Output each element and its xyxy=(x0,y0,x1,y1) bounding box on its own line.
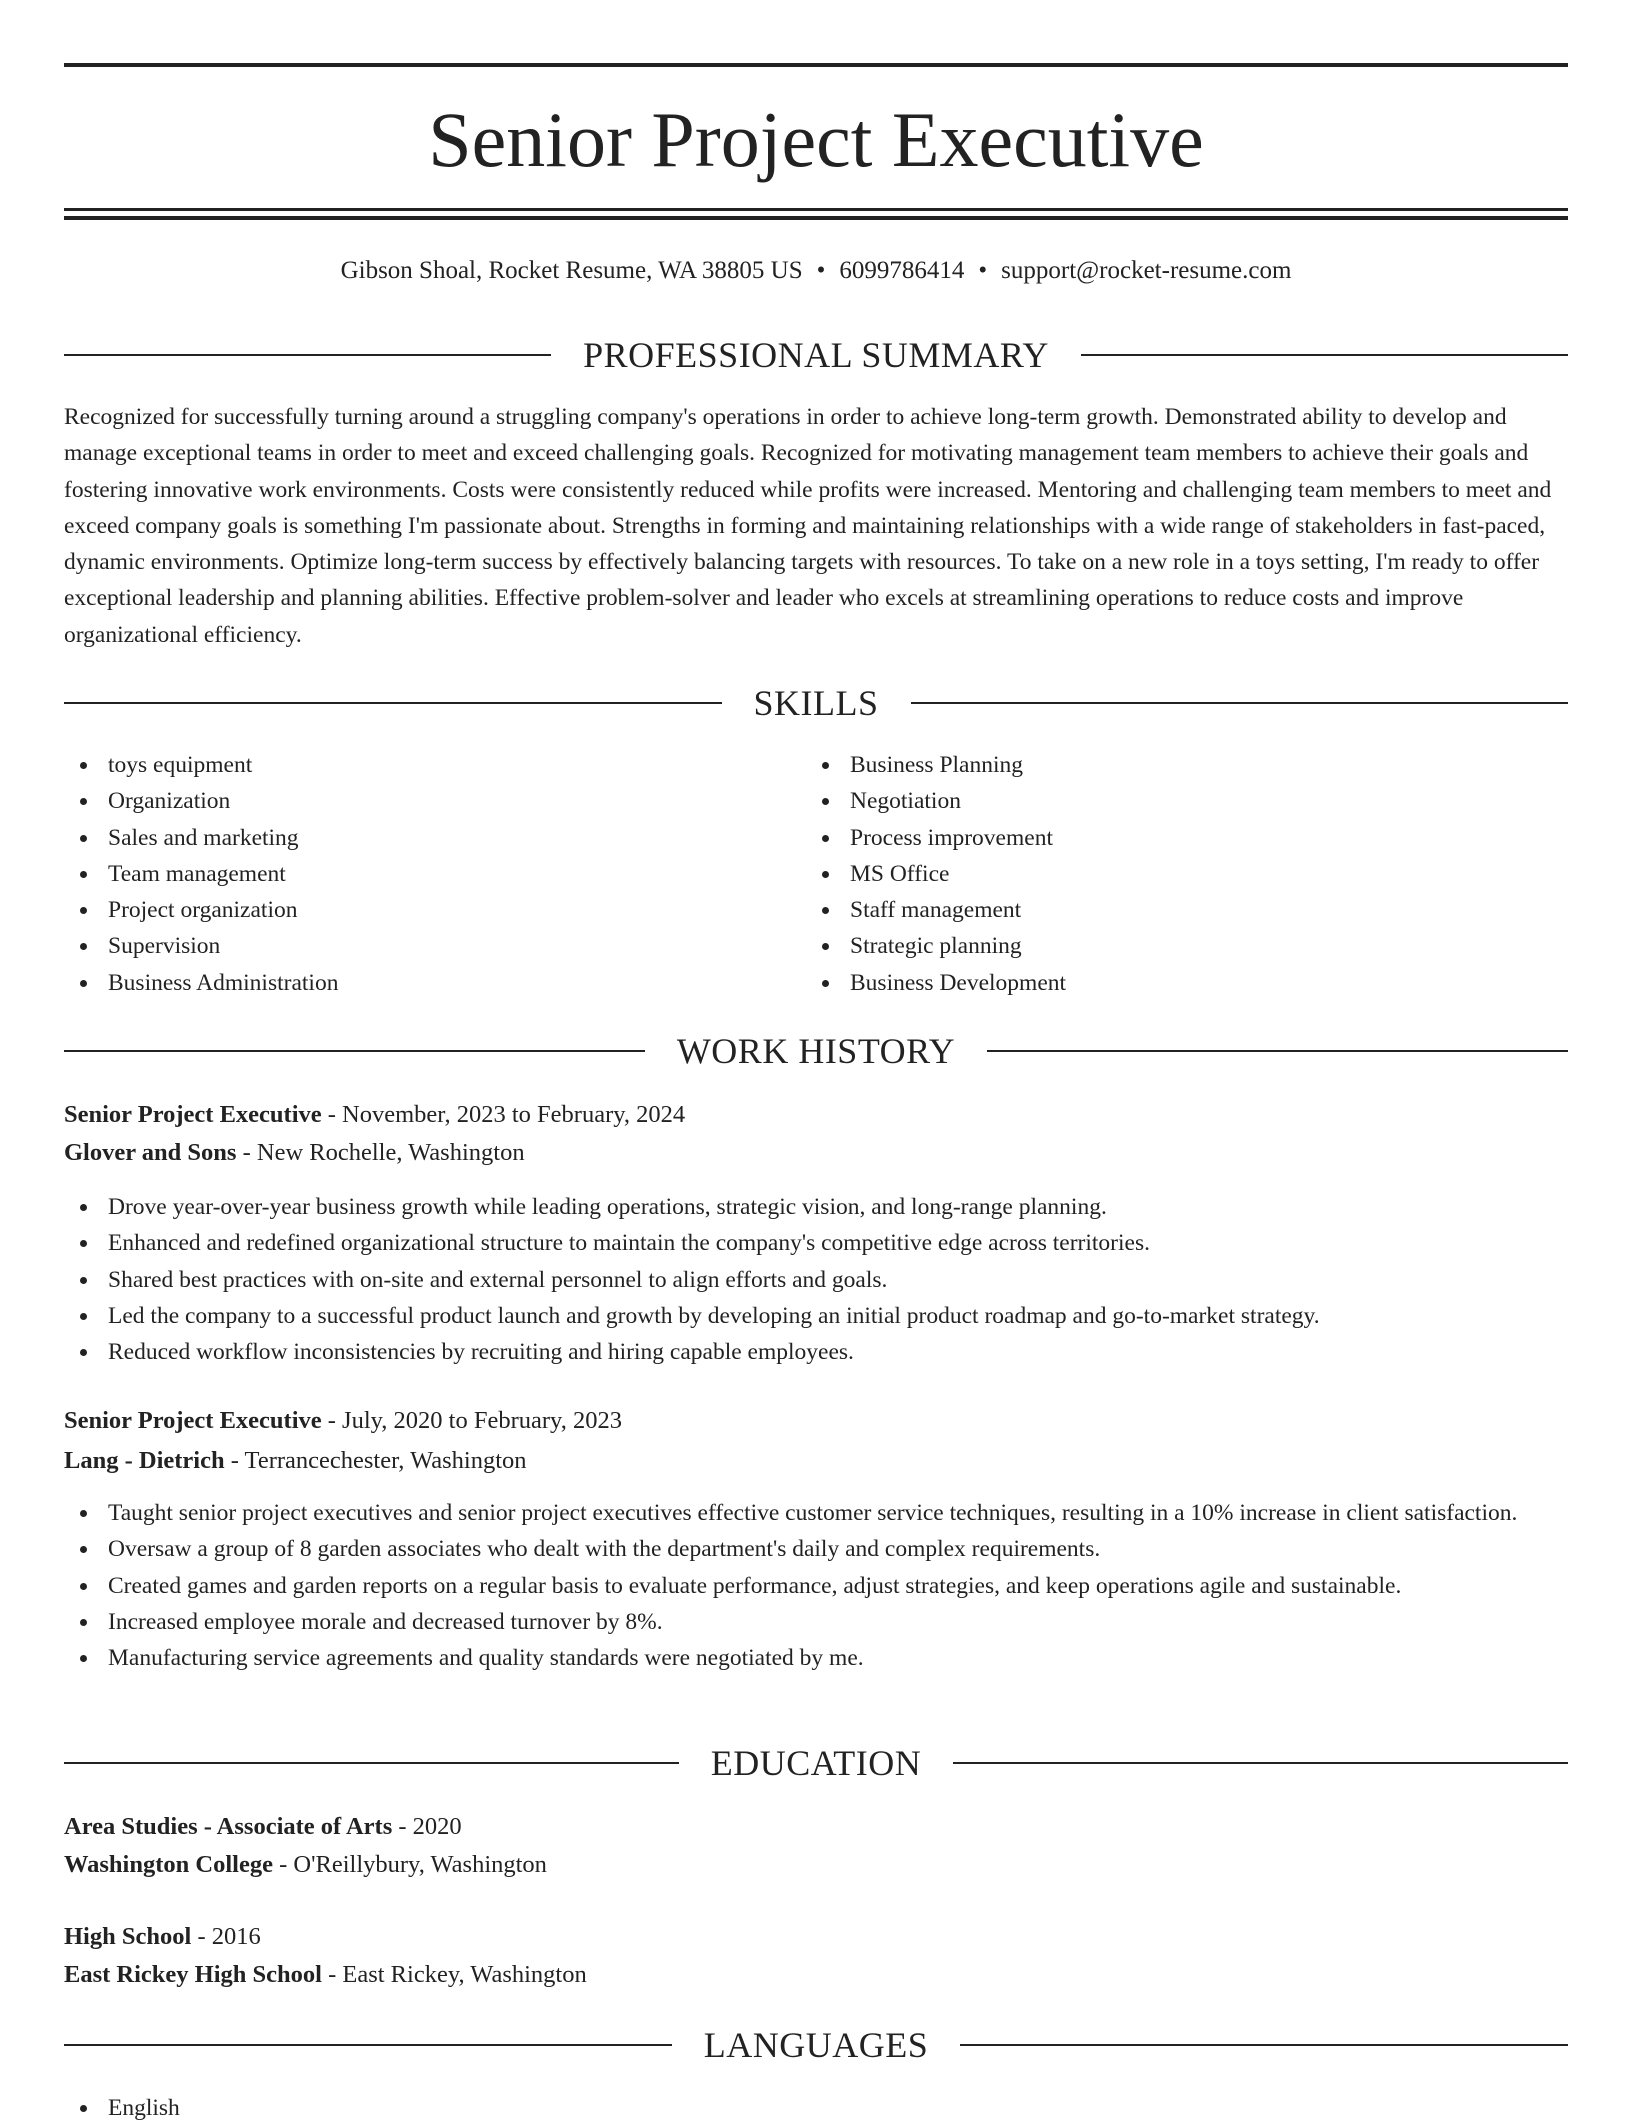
section-title: SKILLS xyxy=(753,683,879,723)
education-year: - 2020 xyxy=(392,1813,462,1840)
contact-address: Gibson Shoal, Rocket Resume, WA 38805 US xyxy=(340,257,803,284)
skill-item: Business Planning xyxy=(806,747,1506,783)
heading-rule xyxy=(987,1050,1568,1052)
job-title-line xyxy=(64,1098,1568,1132)
job-company-line xyxy=(64,1444,1568,1478)
summary-heading xyxy=(64,333,1568,377)
education-school-line xyxy=(64,1958,1568,1992)
page-title: Senior Project Executive xyxy=(428,96,1204,183)
header-top-rule xyxy=(64,63,1568,67)
skill-item: Sales and marketing xyxy=(64,820,764,856)
job-company: Glover and Sons xyxy=(64,1139,237,1166)
job-title: Senior Project Executive xyxy=(64,1407,322,1434)
section-title: LANGUAGES xyxy=(703,2025,929,2065)
job-duty: Reduced workflow inconsistencies by recruiting and hiring capable employees. xyxy=(64,1334,1568,1370)
contact-separator: • xyxy=(978,257,988,284)
skill-item: Staff management xyxy=(806,892,1506,928)
education-degree: High School xyxy=(64,1923,192,1950)
job-duties-list xyxy=(64,1189,1568,1370)
education-heading xyxy=(64,1741,1568,1785)
education-degree-line xyxy=(64,1810,1568,1844)
language-item: English xyxy=(64,2090,1568,2126)
education-school-line xyxy=(64,1848,1568,1882)
education-year: - 2016 xyxy=(191,1923,261,1950)
contact-line xyxy=(64,254,1568,288)
section-title: WORK HISTORY xyxy=(676,1031,956,1071)
job-duty: Enhanced and redefined organizational structure to maintain the company's competitive edge across territories. xyxy=(64,1225,1568,1261)
heading-rule xyxy=(953,1762,1568,1764)
job-duty: Taught senior project executives and senior project executives effective customer service techniques, resulting in a 10% increase in client satisfaction. xyxy=(64,1495,1568,1531)
education-degree-line xyxy=(64,1920,1568,1954)
job-company-line xyxy=(64,1136,1568,1170)
header-bottom-rule-double xyxy=(64,216,1568,220)
job-company: Lang - Dietrich xyxy=(64,1447,225,1474)
heading-rule xyxy=(960,2044,1568,2046)
job-location: - Terrancechester, Washington xyxy=(224,1447,527,1474)
section-title: EDUCATION xyxy=(710,1743,922,1783)
skill-item: Strategic planning xyxy=(806,928,1506,964)
languages-list xyxy=(64,2090,1568,2126)
job-dates: - July, 2020 to February, 2023 xyxy=(321,1407,622,1434)
heading-rule xyxy=(64,702,722,704)
job-duty: Drove year-over-year business growth while leading operations, strategic vision, and long-range planning. xyxy=(64,1189,1568,1225)
skill-item: toys equipment xyxy=(64,747,764,783)
skills-list-left xyxy=(64,747,764,1001)
skills-list-right xyxy=(806,747,1506,1001)
job-dates: - November, 2023 to February, 2024 xyxy=(321,1101,686,1128)
skill-item: Process improvement xyxy=(806,820,1506,856)
languages-heading xyxy=(64,2023,1568,2067)
skill-item: MS Office xyxy=(806,856,1506,892)
heading-rule xyxy=(64,354,551,356)
work-heading xyxy=(64,1029,1568,1073)
job-duty: Oversaw a group of 8 garden associates who dealt with the department's daily and complex requirements. xyxy=(64,1531,1568,1567)
job-duty: Created games and garden reports on a regular basis to evaluate performance, adjust strategies, and keep operations agile and sustainable. xyxy=(64,1568,1568,1604)
contact-phone: 6099786414 xyxy=(839,257,965,284)
skill-item: Negotiation xyxy=(806,783,1506,819)
contact-email: support@rocket-resume.com xyxy=(1001,257,1292,284)
job-duty: Manufacturing service agreements and quality standards were negotiated by me. xyxy=(64,1640,1568,1676)
skill-item: Business Development xyxy=(806,965,1506,1001)
skill-item: Project organization xyxy=(64,892,764,928)
heading-rule xyxy=(64,1050,645,1052)
job-title-line xyxy=(64,1404,1568,1438)
skill-item: Team management xyxy=(64,856,764,892)
education-location: - East Rickey, Washington xyxy=(321,1961,587,1988)
job-duty: Shared best practices with on-site and external personnel to align efforts and goals. xyxy=(64,1262,1568,1298)
education-degree: Area Studies - Associate of Arts xyxy=(64,1813,393,1840)
skill-item: Business Administration xyxy=(64,965,764,1001)
summary-text: Recognized for successfully turning around a struggling company's operations in order to achieve long-term growth. Demonstrated ability to develop and manage exceptional teams in order to meet and exceed challenging goals. Recognized for motivating management team members to achieve their goals and fostering innovative work environments. Costs were consistently reduced while profits were increased. Mentoring and challenging team members to meet and exceed company goals is something I'm passionate about. Strengths in forming and maintaining relationships with a wide range of stakeholders in fast-paced, dynamic environments. Optimize long-term success by effectively balancing targets with resources. To take on a new role in a toys setting, I'm ready to offer exceptional leadership and planning abilities. Effective problem-solver and leader who excels at streamlining operations to reduce costs and improve organizational efficiency. xyxy=(64,404,1552,648)
job-title: Senior Project Executive xyxy=(64,1101,322,1128)
education-school: Washington College xyxy=(64,1851,273,1878)
header-bottom-rule xyxy=(64,208,1568,211)
education-school: East Rickey High School xyxy=(64,1961,322,1988)
job-location: - New Rochelle, Washington xyxy=(236,1139,525,1166)
heading-rule xyxy=(1081,354,1568,356)
job-duty: Led the company to a successful product launch and growth by developing an initial product roadmap and go-to-market strategy. xyxy=(64,1298,1568,1334)
skills-heading xyxy=(64,681,1568,725)
heading-rule xyxy=(911,702,1569,704)
skill-item: Supervision xyxy=(64,928,764,964)
contact-separator: • xyxy=(816,257,826,284)
job-duties-list xyxy=(64,1495,1568,1676)
job-duty: Increased employee morale and decreased turnover by 8%. xyxy=(64,1604,1568,1640)
skill-item: Organization xyxy=(64,783,764,819)
heading-rule xyxy=(64,1762,679,1764)
heading-rule xyxy=(64,2044,672,2046)
education-location: - O'Reillybury, Washington xyxy=(272,1851,547,1878)
section-title: PROFESSIONAL SUMMARY xyxy=(583,335,1049,375)
